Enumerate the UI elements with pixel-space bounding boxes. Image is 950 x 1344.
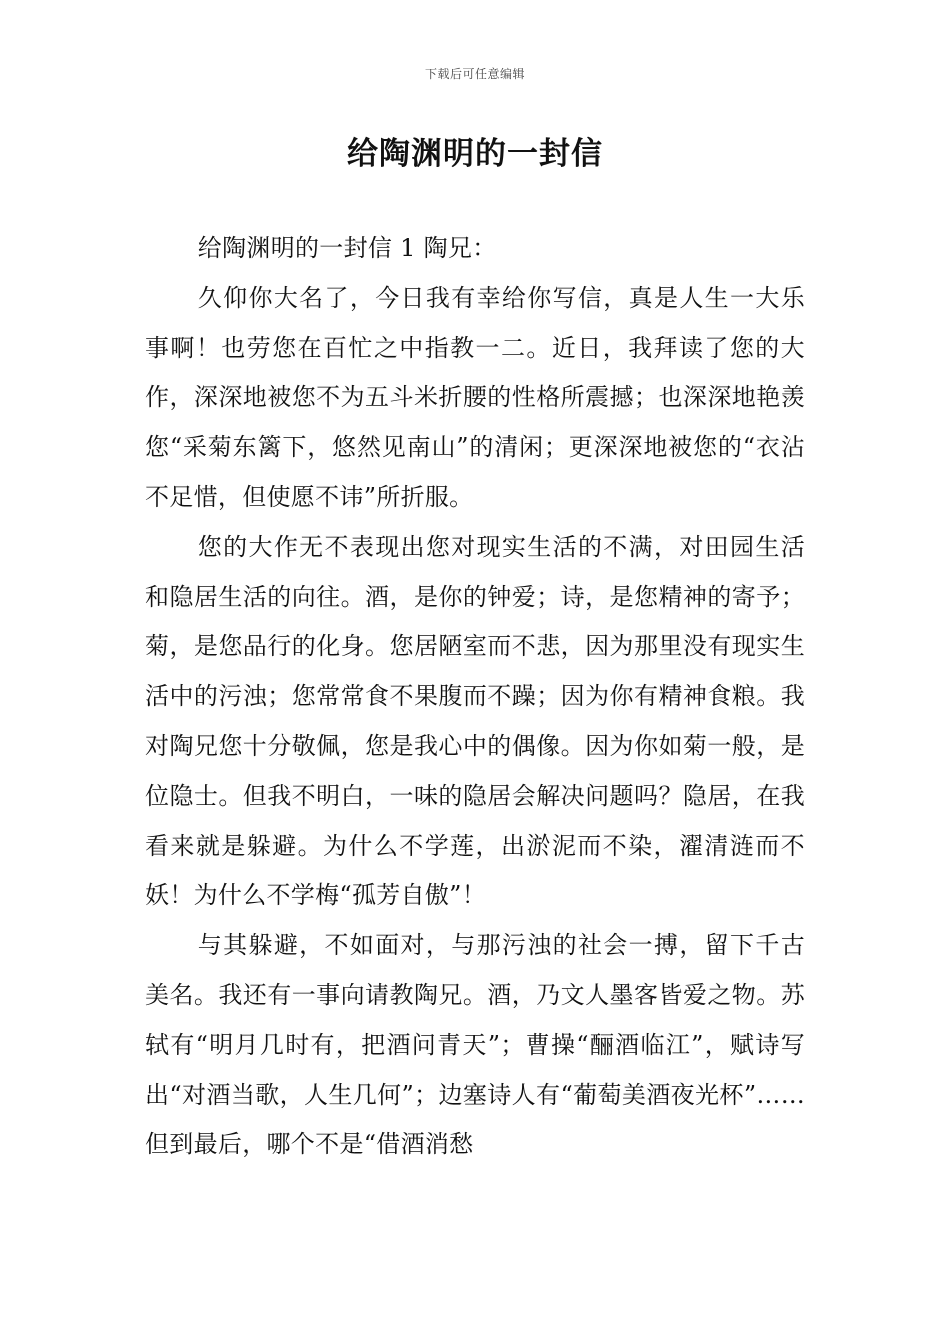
paragraph-greeting: 给陶渊明的一封信 1 陶兄： [197, 234, 497, 262]
paragraph: 您的大作无不表现出您对现实生活的不满，对田园生活和隐居生活的向往。酒，是你的钟爱；诗，是您精神的寄予；菊，是您品行的化身。您居陋室而不悲，因为那里没有现实生活中的污浊；您常常食不果腹而不躁；因为你有精神食粮。我对陶兄您十分敬佩，您是我心中的偶像。因为你如菊一般，是位隐士。但我不明白，一味的隐居会解决问题吗？隐居，在我看来就是躲避。为什么不学莲，出淤泥而不染，濯清涟而不妖！为什么不学梅“孤芳自傲”！ [145, 532, 805, 910]
paragraph: 与其躲避，不如面对，与那污浊的社会一搏，留下千古美名。我还有一事向请教陶兄。酒，乃文人墨客皆爱之物。苏轼有“明月几时有，把酒问青天”；曹操“酾酒临江”，赋诗写出“对酒当歌，人生几何”；边塞诗人有“葡萄美酒夜光杯”……但到最后，哪个不是“借酒消愁 [145, 931, 805, 1159]
paragraph: 久仰你大名了，今日我有幸给你写信，真是人生一大乐事啊！也劳您在百忙之中指教一二。近日，我拜读了您的大作，深深地被您不为五斗米折腰的性格所震撼；也深深地艳羡您“采菊东篱下，悠然见南山”的清闲；更深深地被您的“衣沾不足惜，但使愿不讳”所折服。 [145, 283, 805, 511]
header-note: 下载后可任意编辑 [424, 67, 525, 81]
document-title: 给陶渊明的一封信 [347, 136, 603, 172]
document-body [145, 224, 805, 1170]
